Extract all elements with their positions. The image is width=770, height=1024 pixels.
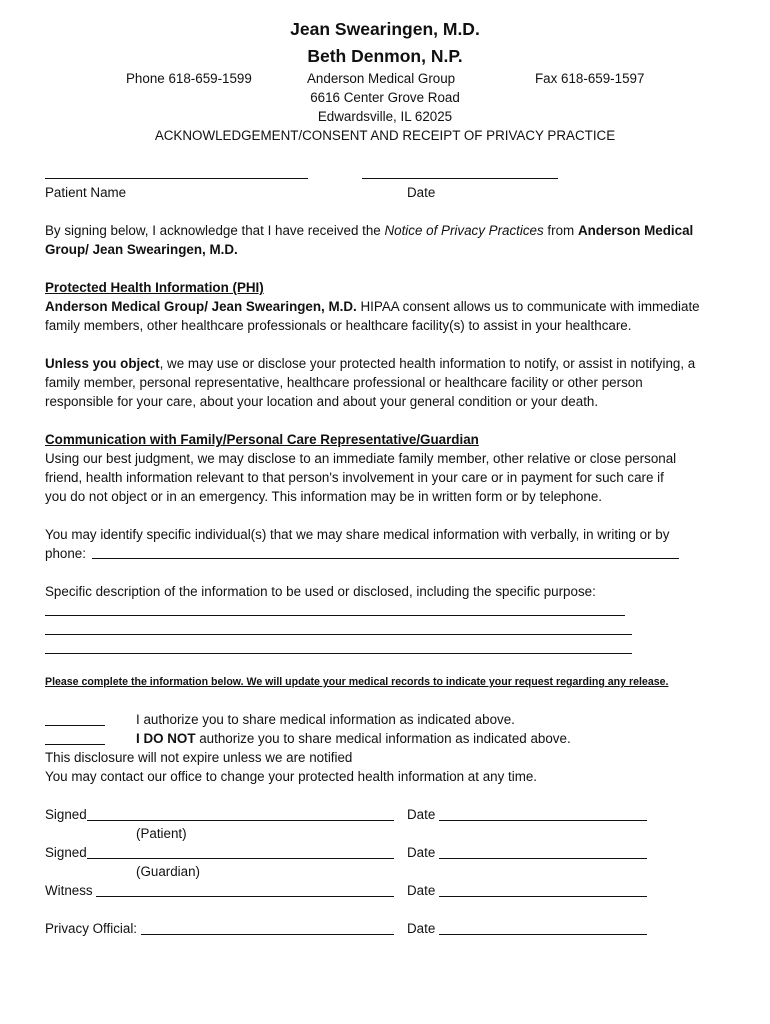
patient-caption: (Patient) (136, 826, 187, 841)
witness-date-label: Date (407, 883, 436, 898)
do-not-bold: I DO NOT (136, 731, 196, 746)
form-title: ACKNOWLEDGEMENT/CONSENT AND RECEIPT OF PRIVACY PRACTICE (154, 128, 616, 143)
city-address: Edwardsville, IL 62025 (317, 109, 453, 124)
signed-guardian-label: Signed (45, 845, 87, 860)
signed-guardian-date-label: Date (407, 845, 436, 860)
unless-line-1-rest: , we may use or disclose your protected health information to notify, or assist in notifying, a (159, 356, 696, 371)
witness-date-field[interactable] (439, 896, 647, 897)
phone-contacts-field[interactable] (92, 558, 679, 559)
guardian-signature-field[interactable] (87, 858, 394, 859)
acknowledge-from: from (543, 223, 578, 238)
phi-heading: Protected Health Information (PHI) (45, 280, 264, 295)
communication-heading: Communication with Family/Personal Care Representative/Guardian (45, 432, 479, 447)
do-not-authorize-initials-field[interactable] (45, 744, 105, 745)
privacy-official-signature-field[interactable] (141, 934, 394, 935)
unless-line-3: responsible for your care, about your location and about your general condition or your death. (45, 394, 599, 409)
phi-line-1-rest: HIPAA consent allows us to communicate with immediate (356, 299, 700, 314)
acknowledge-text: By signing below, I acknowledge that I have received the (45, 223, 385, 238)
communication-line-3: you do not object or in an emergency. This information may be in written form or by telephone. (45, 489, 602, 504)
patient-signature-field[interactable] (87, 820, 394, 821)
fax-number: Fax 618-659-1597 (535, 71, 645, 86)
patient-signature-date-field[interactable] (439, 820, 647, 821)
do-not-rest: authorize you to share medical information as indicated above. (195, 731, 571, 746)
acknowledge-org-line-2: Group/ Jean Swearingen, M.D. (45, 242, 238, 257)
do-not-authorize-text (136, 729, 571, 748)
patient-name-field[interactable] (45, 178, 308, 179)
witness-signature-field[interactable] (96, 896, 394, 897)
description-field-line-3[interactable] (45, 653, 632, 654)
update-notice: Please complete the information below. We will update your medical records to indicate your request regarding any release. (45, 676, 669, 688)
phi-org: Anderson Medical Group/ Jean Swearingen, M.D. (45, 299, 357, 314)
communication-line-1: Using our best judgment, we may disclose to an immediate family member, other relative or close personal (45, 451, 677, 466)
patient-date-label: Date (407, 185, 436, 200)
identify-line-1: You may identify specific individual(s) that we may share medical information with verbally, in writing or by (45, 527, 670, 542)
description-field-line-1[interactable] (45, 615, 625, 616)
unless-line-2: family member, personal representative, healthcare professional or healthcare facility or other person (45, 375, 643, 390)
signed-patient-date-label: Date (407, 807, 436, 822)
signed-patient-label: Signed (45, 807, 87, 822)
notice-title: Notice of Privacy Practices (384, 223, 544, 238)
identify-phone-label: phone: (45, 546, 86, 561)
description-field-line-2[interactable] (45, 634, 632, 635)
unless-bold: Unless you object (45, 356, 160, 371)
street-address: 6616 Center Grove Road (310, 90, 460, 105)
patient-name-label: Patient Name (45, 185, 127, 200)
guardian-signature-date-field[interactable] (439, 858, 647, 859)
witness-label: Witness (45, 883, 93, 898)
phone-number: Phone 618-659-1599 (126, 71, 252, 86)
privacy-official-date-field[interactable] (439, 934, 647, 935)
doctor-name-2: Beth Denmon, N.P. (307, 46, 463, 66)
acknowledge-line-1 (45, 221, 693, 240)
unless-line-1 (45, 354, 695, 373)
communication-line-2: friend, health information relevant to that person's involvement in your care or in payment for such care if (45, 470, 664, 485)
description-label: Specific description of the information to be used or disclosed, including the specific purpose: (45, 584, 596, 599)
privacy-official-label: Privacy Official: (45, 921, 138, 936)
authorize-text: I authorize you to share medical information as indicated above. (136, 712, 515, 727)
authorize-initials-field[interactable] (45, 725, 105, 726)
acknowledge-org: Anderson Medical (577, 223, 694, 238)
doctor-name-1: Jean Swearingen, M.D. (290, 19, 480, 39)
group-name: Anderson Medical Group (307, 71, 456, 86)
patient-date-field[interactable] (362, 178, 558, 179)
phi-line-2: family members, other healthcare professionals or healthcare facility(s) to assist in your healthcare. (45, 318, 632, 333)
phi-line-1 (45, 297, 700, 316)
expire-text: This disclosure will not expire unless we are notified (45, 750, 353, 765)
privacy-official-date-label: Date (407, 921, 436, 936)
contact-text: You may contact our office to change your protected health information at any time. (45, 769, 538, 784)
guardian-caption: (Guardian) (136, 864, 201, 879)
